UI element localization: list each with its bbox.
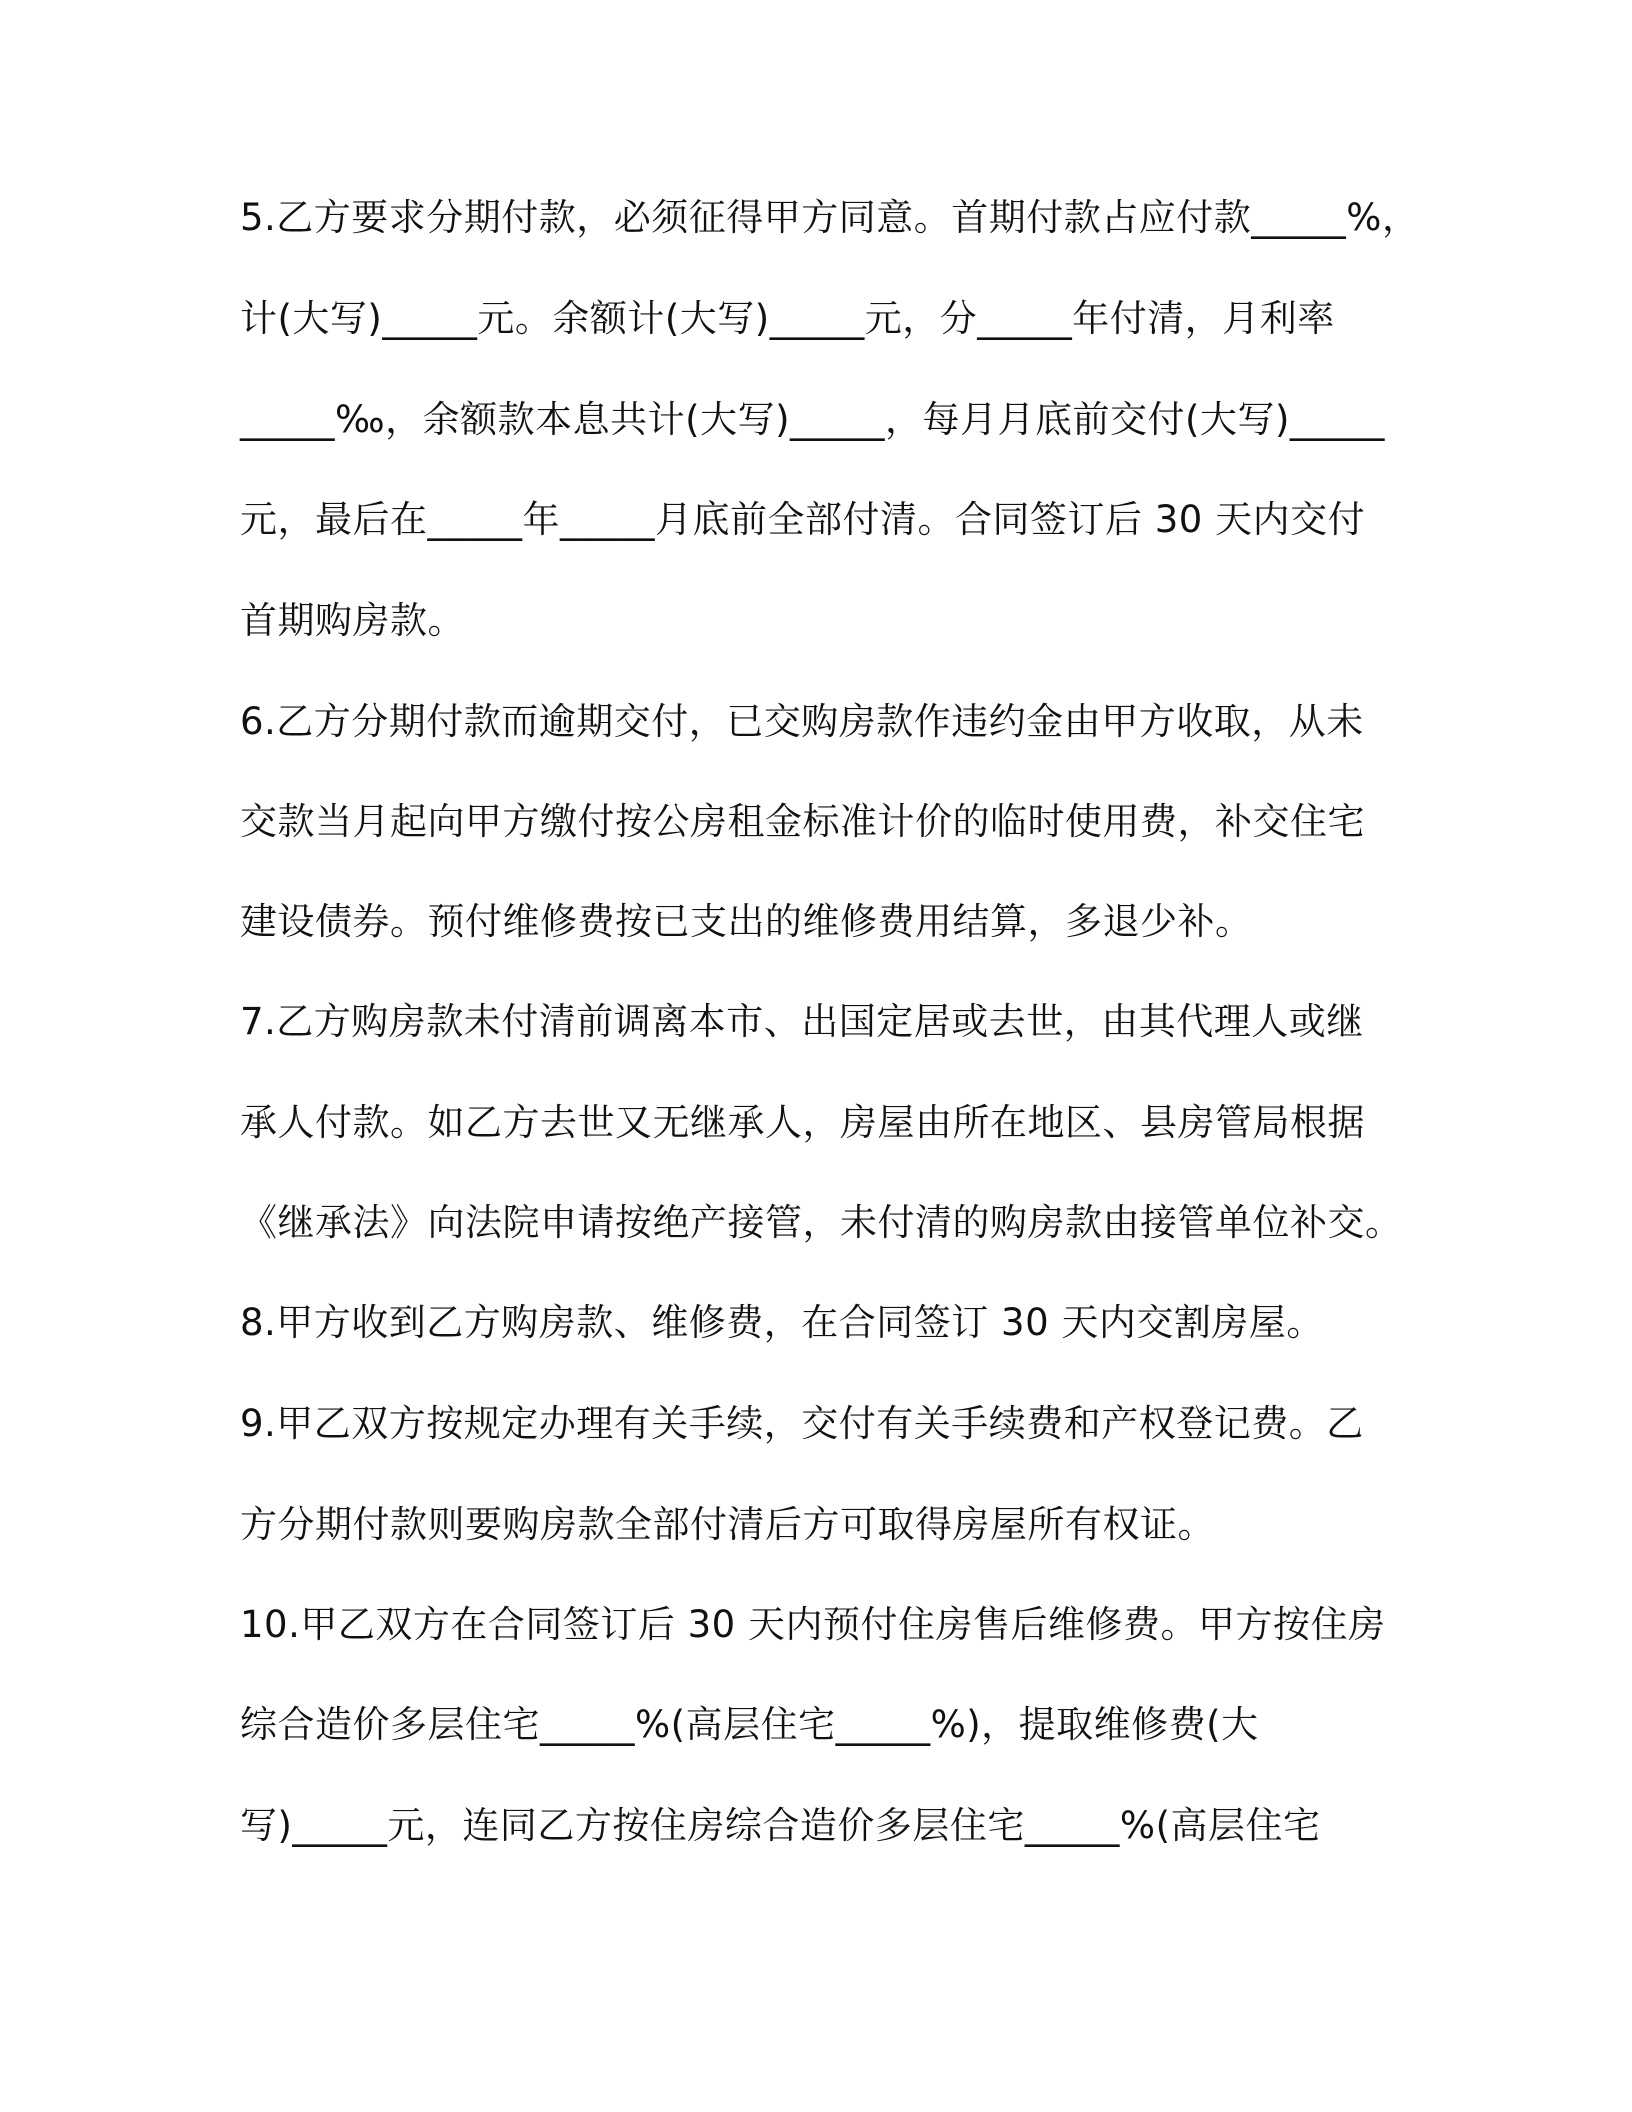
text-line: 写)_____元，连同乙方按住房综合造价多层住宅_____%(高层住宅	[240, 1804, 1321, 1847]
text-line: 综合造价多层住宅_____%(高层住宅_____%)，提取维修费(大	[240, 1703, 1259, 1746]
text-line: 《继承法》向法院申请按绝产接管，未付清的购房款由接管单位补交。	[240, 1201, 1403, 1244]
text-line: 元，最后在_____年_____月底前全部付清。合同签订后 30 天内交付	[240, 498, 1366, 541]
text-line: 建设债券。预付维修费按已支出的维修费用结算，多退少补。	[240, 900, 1253, 943]
text-line: 10.甲乙双方在合同签订后 30 天内预付住房售后维修费。甲方按住房	[240, 1603, 1386, 1646]
text-line: 6.乙方分期付款而逾期交付，已交购房款作违约金由甲方收取，从未	[240, 700, 1364, 743]
text-line: 承人付款。如乙方去世又无继承人，房屋由所在地区、县房管局根据	[240, 1101, 1365, 1144]
text-line: _____‰，余额款本息共计(大写)_____，每月月底前交付(大写)_____	[240, 398, 1385, 441]
text-line: 9.甲乙双方按规定办理有关手续，交付有关手续费和产权登记费。乙	[240, 1402, 1364, 1445]
text-line: 8.甲方收到乙方购房款、维修费，在合同签订 30 天内交割房屋。	[240, 1301, 1324, 1344]
text-line: 交款当月起向甲方缴付按公房租金标准计价的临时使用费，补交住宅	[240, 800, 1365, 843]
text-line: 首期购房款。	[240, 599, 465, 642]
text-line: 方分期付款则要购房款全部付清后方可取得房屋所有权证。	[240, 1503, 1215, 1546]
text-line: 7.乙方购房款未付清前调离本市、出国定居或去世，由其代理人或继	[240, 1000, 1364, 1043]
text-line: 5.乙方要求分期付款，必须征得甲方同意。首期付款占应付款_____%，	[240, 196, 1420, 239]
text-line: 计(大写)_____元。余额计(大写)_____元，分_____年付清，月利率	[240, 297, 1335, 340]
